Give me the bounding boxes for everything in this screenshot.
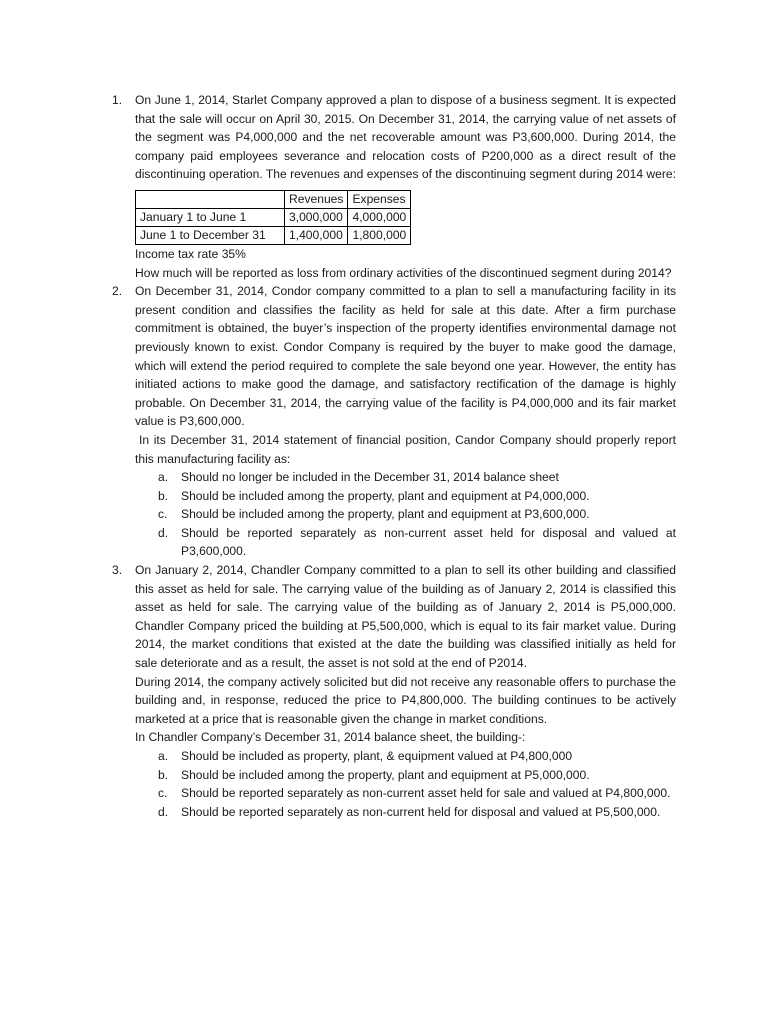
table-header-cell: Revenues: [285, 190, 348, 208]
question-text: On January 2, 2014, Chandler Company committed to a plan to sell its other building and classified this asset as held for sale. The carrying value of the building as of January 2, 2014 is classified this asset as held for sale. The carrying value of the building as of January 2, 2014 is P5,000,000. Chandler Company priced the building at P5,500,000, which is equal to its fair market value. During 2014, the market conditions that existed at the date the building was classified initially as held for sale deteriorate and as a result, the asset is not sold at the end of P2014.: [135, 563, 676, 671]
document-page: [0, 91, 768, 821]
question-text-continued: During 2014, the company actively solicited but did not receive any reasonable offers to purchase the building and, in response, reduced the price to P4,800,000. The building continues to be actively marketed at a price that is reasonable given the change in market conditions.: [135, 674, 676, 726]
table-header-row: [136, 190, 411, 208]
option-text: Should be reported separately as non-current held for disposal and valued at P5,500,000.: [181, 804, 661, 819]
question-prompt: How much will be reported as loss from ordinary activities of the discontinued segment during 2014?: [135, 265, 672, 280]
answer-options: [135, 747, 676, 821]
table-row: [136, 226, 411, 244]
question-2: [0, 282, 676, 561]
table-header-cell: Expenses: [348, 190, 411, 208]
option-b: [135, 487, 676, 506]
question-number: 1.: [112, 93, 123, 107]
table-cell: 4,000,000: [348, 208, 411, 226]
question-number: 2.: [112, 284, 123, 299]
answer-options: [135, 468, 676, 561]
table-cell: January 1 to June 1: [136, 208, 285, 226]
revenue-expense-table: [135, 190, 411, 245]
question-text: On December 31, 2014, Condor company committed to a plan to sell a manufacturing facility in its present condition and classifies the facility as held for sale at this date. After a firm purchase commitment is obtained, the buyer’s inspection of the property identifies environmental damage not previously known to exist. Condor Company is required by the buyer to make good the damage, which will extend the period required to complete the sale beyond one year. However, the entity has initiated actions to make good the damage, and satisfactory rectification of the damage is highly probable. On December 31, 2014, the carrying value of the facility is P4,000,000 and its fair market value is P3,600,000.: [135, 284, 676, 429]
option-text: Should be included among the property, plant and equipment at P5,000,000.: [181, 767, 590, 782]
option-a: [135, 747, 676, 766]
question-prompt: In its December 31, 2014 statement of financial position, Candor Company should properly report this manufacturing facility as:: [135, 432, 676, 466]
option-text: Should be included as property, plant, & equipment valued at P4,800,000: [181, 749, 573, 763]
option-letter: d.: [158, 525, 169, 540]
option-d: [135, 524, 676, 561]
option-text: Should be reported separately as non-current asset held for sale and valued at P4,800,000.: [181, 786, 671, 801]
option-letter: b.: [158, 488, 169, 503]
option-letter: d.: [158, 804, 169, 819]
table-cell: 1,400,000: [285, 226, 348, 244]
tax-note: Income tax rate 35%: [135, 246, 246, 261]
table-row: [136, 208, 411, 226]
option-b: [135, 766, 676, 785]
option-letter: c.: [158, 507, 168, 522]
option-text: Should be reported separately as non-current asset held for disposal and valued at P3,600,000.: [181, 525, 676, 559]
option-text: Should no longer be included in the December 31, 2014 balance sheet: [181, 470, 559, 485]
option-c: [135, 784, 676, 803]
option-letter: b.: [158, 767, 169, 782]
option-text: Should be included among the property, plant and equipment at P4,000,000.: [181, 488, 590, 503]
option-text: Should be included among the property, plant and equipment at P3,600,000.: [181, 507, 590, 522]
option-letter: a.: [158, 749, 169, 763]
question-text: On June 1, 2014, Starlet Company approved a plan to dispose of a business segment. It is expected that the sale will occur on April 30, 2015. On December 31, 2014, the carrying value of net assets of the segment was P4,000,000 and the net recoverable amount was P3,600,000. During 2014, the company paid employees severance and relocation costs of P200,000 as a direct result of the discontinuing operation. The revenues and expenses of the discontinuing segment during 2014 were:: [135, 93, 677, 182]
question-3: [0, 561, 676, 821]
option-a: [135, 468, 676, 487]
table-cell: June 1 to December 31: [136, 226, 285, 244]
option-letter: c.: [158, 786, 168, 801]
question-number: 3.: [112, 563, 123, 578]
option-c: [135, 505, 676, 524]
option-d: [135, 803, 676, 822]
table-cell: 3,000,000: [285, 208, 348, 226]
question-1: [0, 91, 676, 282]
option-letter: a.: [158, 470, 169, 485]
table-cell: 1,800,000: [348, 226, 411, 244]
question-prompt: In Chandler Company’s December 31, 2014 balance sheet, the building-:: [135, 730, 526, 745]
table-header-cell: [136, 190, 285, 208]
